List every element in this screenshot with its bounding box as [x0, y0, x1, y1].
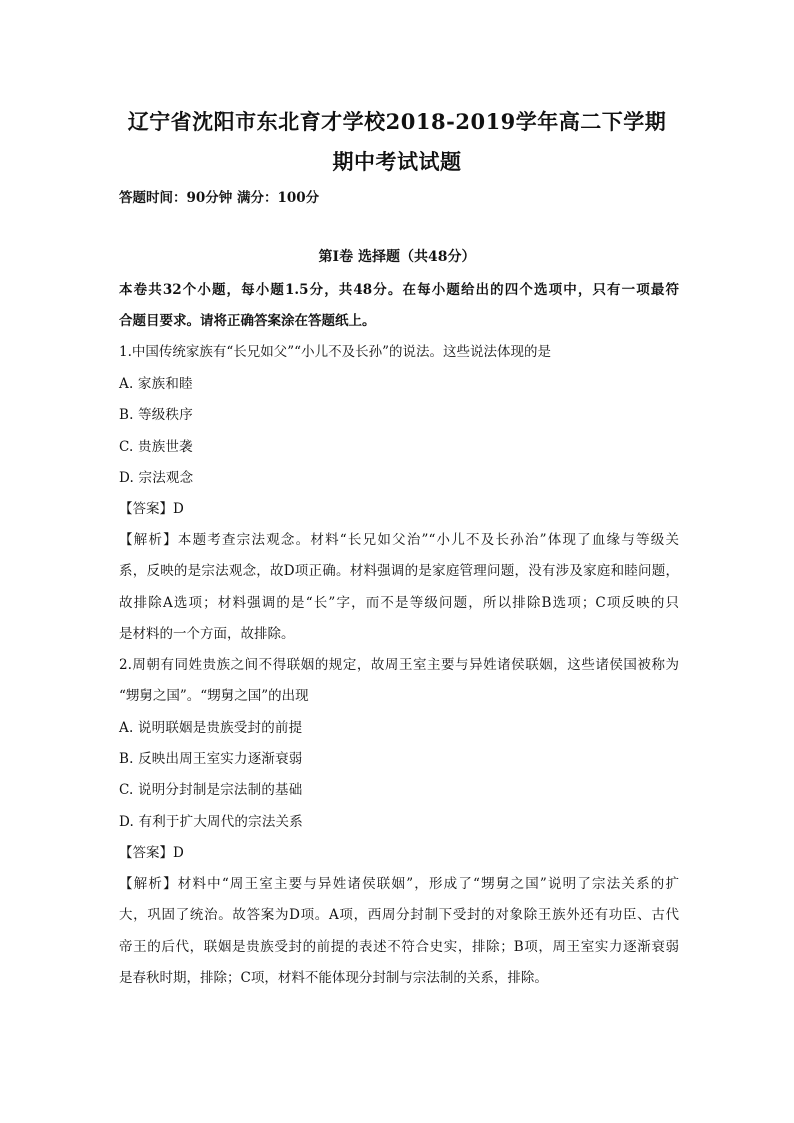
document-title-line-1: 辽宁省沈阳市东北育才学校2018-2019学年高二下学期	[127, 109, 667, 134]
question-1-analysis-line-4: 是材料的一个方面，故排除。	[119, 626, 295, 642]
instructions-line-2: 合题目要求。请将正确答案涂在答题纸上。	[119, 313, 376, 329]
question-1-analysis-line-1: 【解析】本题考查宗法观念。材料“长兄如父治”“小儿不及长孙治”体现了血缘与等级关	[119, 532, 679, 548]
question-2-option-c: C. 说明分封制是宗法制的基础	[119, 782, 303, 798]
question-1-answer: 【答案】D	[119, 501, 184, 517]
question-2-stem-line-1: 2.周朝有同姓贵族之间不得联姻的规定，故周王室主要与异姓诸侯联姻，这些诸侯国被称为	[119, 657, 679, 673]
question-2-option-b: B. 反映出周王室实力逐渐衰弱	[119, 751, 303, 767]
question-2-analysis-line-1: 【解析】材料中“周王室主要与异姓诸侯联姻”，形成了“甥舅之国”说明了宗法关系的扩	[119, 876, 679, 892]
section-heading: 第Ⅰ卷 选择题（共48分）	[318, 249, 476, 265]
question-1-stem: 1.中国传统家族有“长兄如父”“小儿不及长孙”的说法。这些说法体现的是	[119, 344, 551, 360]
question-2-answer: 【答案】D	[119, 845, 184, 861]
question-1-option-b: B. 等级秩序	[119, 407, 193, 423]
document-title-line-2: 期中考试试题	[332, 149, 462, 174]
question-1-analysis-line-3: 故排除A选项；材料强调的是“长”字，而不是等级问题，所以排除B选项；C项反映的只	[119, 595, 679, 611]
question-2-stem-line-2: “甥舅之国”。“甥舅之国”的出现	[119, 688, 309, 704]
question-2-analysis-line-3: 帝王的后代，联姻是贵族受封的前提的表述不符合史实，排除；B项，周王室实力逐渐衰弱	[119, 939, 679, 955]
question-2-analysis-line-4: 是春秋时期，排除；C项，材料不能体现分封制与宗法制的关系，排除。	[119, 970, 548, 986]
question-1-option-c: C. 贵族世袭	[119, 439, 193, 455]
question-1-analysis-line-2: 系，反映的是宗法观念，故D项正确。材料强调的是家庭管理问题，没有涉及家庭和睦问题，	[119, 563, 679, 579]
question-2-analysis-line-2: 大，巩固了统治。故答案为D项。A项，西周分封制下受封的对象除王族外还有功臣、古代	[119, 907, 679, 923]
question-1-option-a: A. 家族和睦	[119, 376, 193, 392]
exam-time-and-score: 答题时间：90分钟 满分：100分	[119, 190, 320, 206]
instructions-line-1: 本卷共32个小题，每小题1.5分，共48分。在每小题给出的四个选项中，只有一项最符	[119, 282, 679, 298]
question-2-option-a: A. 说明联姻是贵族受封的前提	[119, 720, 303, 736]
question-2-option-d: D. 有利于扩大周代的宗法关系	[119, 814, 303, 830]
question-1-option-d: D. 宗法观念	[119, 470, 194, 486]
